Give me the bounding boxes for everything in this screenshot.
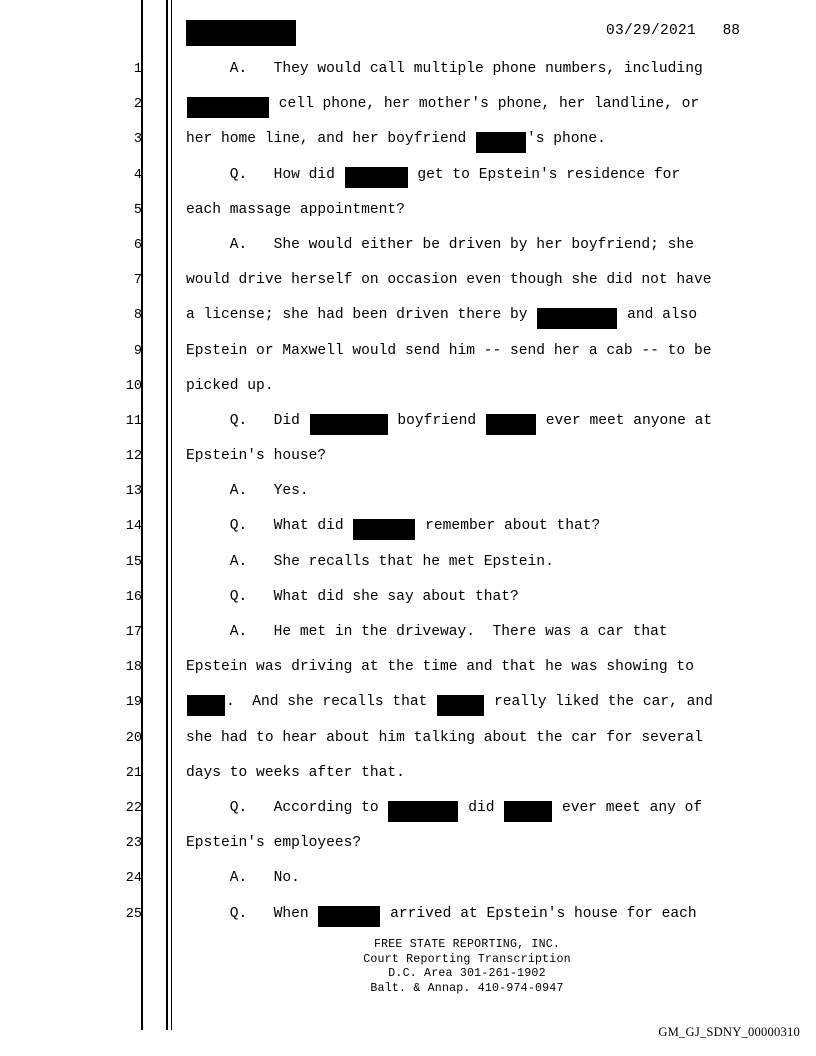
line-number: 8 bbox=[133, 308, 142, 324]
line-number: 23 bbox=[125, 836, 142, 852]
line-text: A. He met in the driveway. There was a car that bbox=[186, 624, 668, 640]
redaction-bar bbox=[318, 906, 380, 927]
transcript-line bbox=[0, 122, 816, 157]
redaction-bar bbox=[504, 801, 552, 822]
line-number: 5 bbox=[133, 202, 142, 218]
line-number: 13 bbox=[125, 484, 142, 500]
line-text: each massage appointment? bbox=[186, 201, 405, 218]
transcript-line bbox=[0, 263, 816, 298]
line-text: a license; she had been driven there by and also bbox=[186, 298, 697, 333]
transcript-line bbox=[0, 228, 816, 263]
transcript-line bbox=[0, 87, 816, 122]
redaction-bar bbox=[388, 801, 458, 822]
transcript-line bbox=[0, 334, 816, 369]
line-text: A. They would call multiple phone numbers, including bbox=[186, 61, 703, 77]
transcript-line bbox=[0, 158, 816, 193]
redaction-bar bbox=[486, 414, 536, 435]
transcript-line bbox=[0, 615, 816, 650]
reporter-footer bbox=[186, 938, 748, 996]
line-text: Q. How did get to Epstein's residence for bbox=[186, 158, 680, 193]
line-text: picked up. bbox=[186, 377, 274, 394]
header-redaction-bar bbox=[186, 20, 296, 46]
transcript-line bbox=[0, 580, 816, 615]
line-number: 4 bbox=[133, 167, 142, 183]
transcript-line bbox=[0, 897, 816, 932]
line-text: Q. What did she say about that? bbox=[186, 588, 519, 605]
line-number: 10 bbox=[125, 378, 142, 394]
transcript-line bbox=[0, 650, 816, 685]
line-text: her home line, and her boyfriend 's phone. bbox=[186, 122, 606, 157]
line-number: 2 bbox=[133, 97, 142, 113]
redaction-bar bbox=[310, 414, 388, 435]
transcript-line bbox=[0, 369, 816, 404]
header-date: 03/29/2021 bbox=[605, 23, 696, 39]
line-number: 19 bbox=[125, 695, 142, 711]
redaction-bar bbox=[476, 132, 526, 153]
line-text: she had to hear about him talking about the car for several bbox=[186, 729, 703, 746]
line-text: Epstein was driving at the time and that he was showing to bbox=[186, 659, 694, 676]
transcript-line bbox=[0, 298, 816, 333]
line-text: Epstein's employees? bbox=[186, 835, 362, 852]
line-number: 20 bbox=[125, 730, 142, 746]
line-number: 15 bbox=[125, 554, 142, 570]
redaction-bar bbox=[187, 695, 225, 716]
line-number: 17 bbox=[125, 625, 142, 640]
page-header bbox=[186, 18, 748, 46]
line-text: Epstein or Maxwell would send him -- send her a cab -- to be bbox=[186, 342, 712, 359]
line-number: 7 bbox=[133, 273, 142, 289]
line-text: . And she recalls that really liked the car, and bbox=[186, 685, 713, 720]
line-text: A. She recalls that he met Epstein. bbox=[186, 553, 554, 570]
line-number: 12 bbox=[125, 449, 142, 465]
transcript-line bbox=[0, 685, 816, 720]
line-text: Q. Did boyfriend ever meet anyone at bbox=[186, 404, 712, 439]
transcript-body bbox=[0, 52, 816, 932]
line-number: 6 bbox=[133, 237, 142, 253]
line-number: 22 bbox=[125, 800, 142, 816]
transcript-line bbox=[0, 721, 816, 756]
transcript-line bbox=[0, 756, 816, 791]
line-text: Q. When arrived at Epstein's house for each bbox=[186, 897, 697, 932]
line-number: 11 bbox=[125, 413, 142, 429]
line-text: Q. What did remember about that? bbox=[186, 509, 600, 544]
transcript-line bbox=[0, 474, 816, 509]
line-text: would drive herself on occasion even though she did not have bbox=[186, 272, 712, 289]
line-number: 14 bbox=[125, 519, 142, 535]
line-number: 1 bbox=[133, 62, 142, 77]
line-number: 9 bbox=[133, 343, 142, 359]
line-text: A. No. bbox=[186, 870, 300, 887]
redaction-bar bbox=[537, 308, 617, 329]
transcript-line bbox=[0, 193, 816, 228]
line-text: Q. According to did ever meet any of bbox=[186, 791, 702, 826]
line-number: 25 bbox=[125, 906, 142, 922]
line-text: A. She would either be driven by her boyfriend; she bbox=[186, 236, 694, 253]
redaction-bar bbox=[345, 167, 408, 188]
transcript-line bbox=[0, 791, 816, 826]
line-number: 24 bbox=[125, 871, 142, 887]
line-text: A. Yes. bbox=[186, 483, 309, 500]
transcript-line bbox=[0, 545, 816, 580]
transcript-line bbox=[0, 52, 816, 87]
header-page-number: 88 bbox=[722, 23, 740, 39]
line-text: cell phone, her mother's phone, her landline, or bbox=[186, 87, 699, 122]
redaction-bar bbox=[353, 519, 415, 540]
line-text: Epstein's house? bbox=[186, 448, 327, 465]
footer-line-2: Court Reporting Transcription bbox=[363, 952, 571, 966]
footer-line-3: D.C. Area 301-261-1902 bbox=[388, 967, 546, 981]
footer-line-1: FREE STATE REPORTING, INC. bbox=[373, 938, 561, 951]
transcript-line bbox=[0, 404, 816, 439]
line-number: 18 bbox=[125, 660, 142, 676]
redaction-bar bbox=[437, 695, 484, 716]
line-number: 3 bbox=[133, 132, 142, 148]
redaction-bar bbox=[187, 97, 269, 118]
transcript-line bbox=[0, 439, 816, 474]
line-text: days to weeks after that. bbox=[186, 764, 405, 781]
line-number: 21 bbox=[125, 765, 142, 781]
transcript-line bbox=[0, 826, 816, 861]
line-number: 16 bbox=[125, 589, 142, 605]
transcript-line bbox=[0, 509, 816, 544]
bates-number: GM_GJ_SDNY_00000310 bbox=[658, 1025, 800, 1039]
footer-line-4: Balt. & Annap. 410-974-0947 bbox=[370, 981, 564, 995]
transcript-line bbox=[0, 861, 816, 896]
